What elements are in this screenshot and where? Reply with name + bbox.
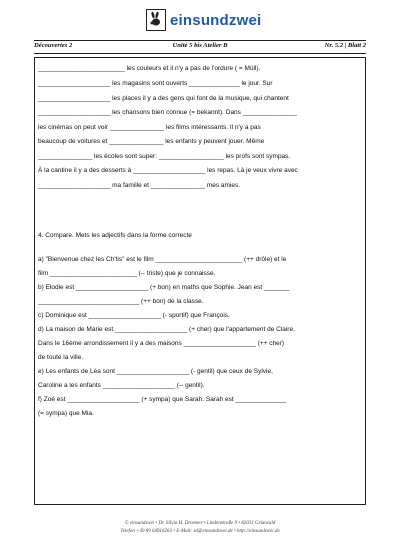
footer-address: © einsundzwei • Dr. Silvia H. Droemer • Lindenstraße 9 • 82031 Grünwald [124, 521, 276, 526]
text-line: ____________________ les places il y a des gens qui font de la musique, qui chantent [38, 95, 289, 102]
exercise-line: f) Zoé est ____________________ (+ sympa) que Sarah. Sarah est ______________ [38, 396, 287, 403]
brand-logo [146, 6, 261, 34]
text-line: ____________________ les magasins sont ouverts ______________ le jour. Sur [38, 80, 273, 87]
header-book-title: Découvertes 2 [34, 42, 73, 49]
text-line: ____________________ ma famille et _______________ mes amies. [38, 182, 241, 189]
exercise-line: e) Les enfants de Léa sont ____________________ (- gentil) que ceux de Sylvie, [38, 368, 273, 375]
exercise-line: (= sympa) que Mia. [38, 410, 94, 417]
exercise-line: Dans le 16ème arrondissement il y a des maisons ____________________ (++ cher) [38, 340, 285, 347]
exercise-line: b) Elodie est ____________________ (+ bon) en maths que Sophie. Jean est _______ [38, 284, 290, 291]
exercise-line: a) "Bienvenue chez les Ch'tis" est le film ________________________ (++ drôle) et le [38, 256, 287, 263]
exercise-line: ____________________________ (++ bon) de la classe. [38, 298, 204, 305]
exercise-line: Caroline a les enfants ____________________ (-- gentil). [38, 382, 205, 389]
header-divider-top [34, 40, 366, 41]
text-line: ________________________ les couleurs et il n'y a pas de l'ordure ( = Müll). [38, 65, 261, 72]
header-sheet-number: Nr. 5.2 | Blatt 2 [324, 42, 366, 49]
text-line: les cinémas on peut voir _______________ les films intéressants. Il n'y a pas [38, 124, 261, 131]
text-line: ____________________ les chansons bien connue (= bekannt). Dans _______________ [38, 109, 297, 116]
header-unit-title: Unité 5 bis Atelier B [172, 42, 228, 49]
brand-name: einsundzwei [170, 11, 262, 29]
exercise-line: c) Dominique est ____________________ (- sportif) que François. [38, 312, 230, 319]
text-line: _______________ les écoles sont super: __________________ les profs sont sympas. [38, 153, 291, 160]
header-divider-bottom [34, 53, 366, 54]
text-line: À la cantine il y a des desserts à ____________________ les repas. Là je veux vivre avec [38, 167, 298, 174]
footer-contact: Telefon +49 89 64916263 • E-Mail: sd@einsundzwei.de • http://einsundzwei.de [120, 529, 280, 534]
exercise-title: 4. Compare. Mets les adjectifs dans la forme correcte [38, 232, 192, 239]
exercise-line: d) La maison de Marie est ____________________ (+ cher) que l'appartement de Claire. [38, 326, 295, 333]
rabbit-in-box-icon [146, 9, 166, 31]
exercise-line: de toute la ville. [38, 354, 84, 361]
exercise-line: film ________________________ (-- triste) que je connaisse. [38, 270, 216, 277]
text-line: beaucoup de voitures et _______________ les enfants y peuvent jouer. Même [38, 138, 265, 145]
